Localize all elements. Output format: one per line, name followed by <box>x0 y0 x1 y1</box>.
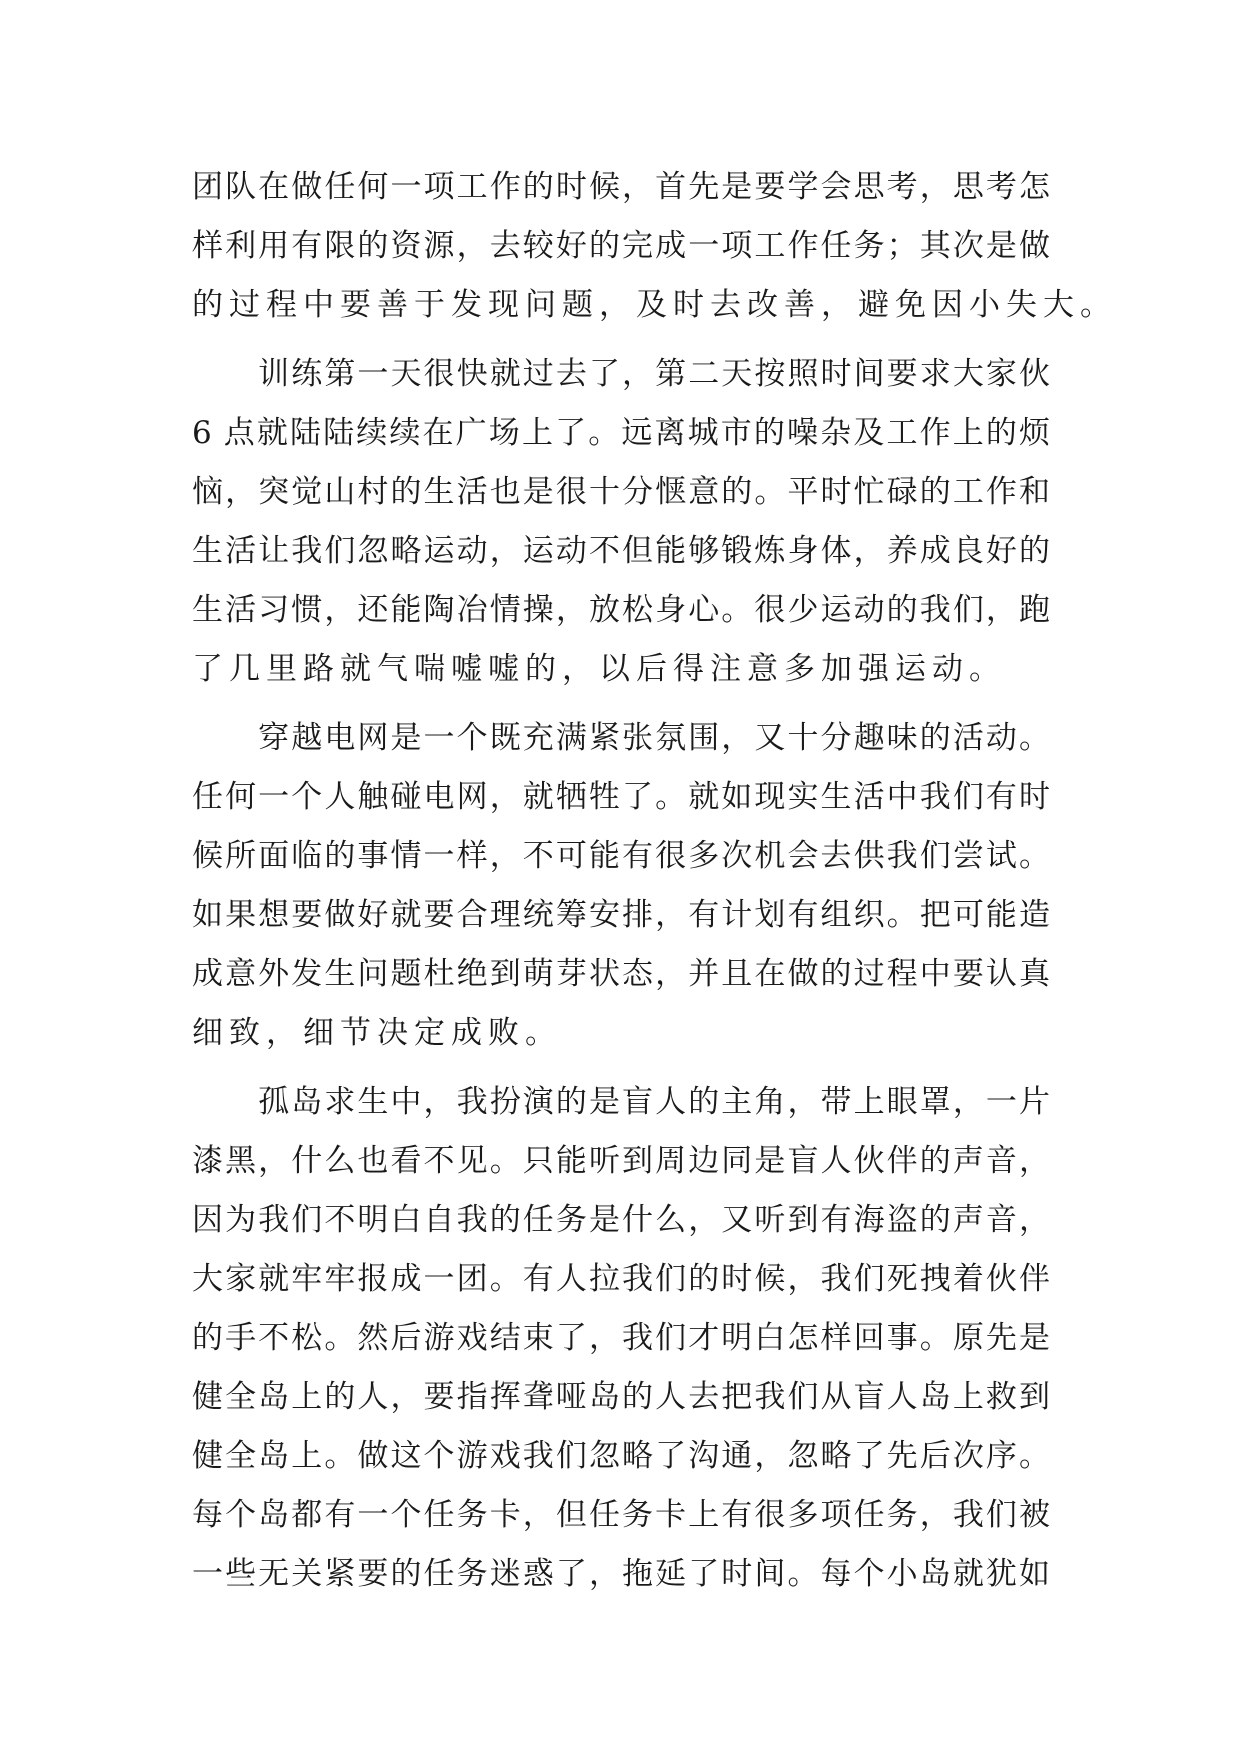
text-line: 如果想要做好就要合理统筹安排，有计划有组织。把可能造 <box>192 897 1050 933</box>
paragraph <box>192 709 1050 1063</box>
text-line: 穿越电网是一个既充满紧张氛围，又十分趣味的活动。 <box>192 720 1050 756</box>
text-line: 生活让我们忽略运动，运动不但能够锻炼身体，养成良好的 <box>192 533 1050 569</box>
text-line: 健全岛上。做这个游戏我们忽略了沟通，忽略了先后次序。 <box>192 1438 1050 1474</box>
text-line: 候所面临的事情一样，不可能有很多次机会去供我们尝试。 <box>192 838 1050 874</box>
text-line: 生活习惯，还能陶冶情操，放松身心。很少运动的我们，跑 <box>192 592 1050 628</box>
text-line: 的手不松。然后游戏结束了，我们才明白怎样回事。原先是 <box>192 1320 1050 1356</box>
text-line: 大家就牢牢报成一团。有人拉我们的时候，我们死拽着伙伴 <box>192 1261 1050 1297</box>
paragraph <box>192 1073 1050 1604</box>
text-line: 一些无关紧要的任务迷惑了，拖延了时间。每个小岛就犹如 <box>192 1556 1050 1592</box>
text-line: 任何一个人触碰电网，就牺牲了。就如现实生活中我们有时 <box>192 779 1050 815</box>
document-body <box>192 158 1117 1604</box>
text-line: 恼，突觉山村的生活也是很十分惬意的。平时忙碌的工作和 <box>192 474 1050 510</box>
text-line: 了几里路就气喘嘘嘘的，以后得注意多加强运动。 <box>192 651 1006 687</box>
text-line: 每个岛都有一个任务卡，但任务卡上有很多项任务，我们被 <box>192 1497 1050 1533</box>
text-line: 训练第一天很快就过去了，第二天按照时间要求大家伙 <box>192 356 1050 392</box>
text-line: 成意外发生问题杜绝到萌芽状态，并且在做的过程中要认真 <box>192 956 1050 992</box>
text-line: 团队在做任何一项工作的时候，首先是要学会思考，思考怎 <box>192 169 1050 205</box>
text-line: 6 点就陆陆续续在广场上了。远离城市的噪杂及工作上的烦 <box>192 415 1050 451</box>
text-line: 因为我们不明白自我的任务是什么，又听到有海盗的声音， <box>192 1202 1050 1238</box>
text-line: 细致，细节决定成败。 <box>192 1015 562 1051</box>
text-line: 孤岛求生中，我扮演的是盲人的主角，带上眼罩，一片 <box>192 1084 1050 1120</box>
text-line: 的过程中要善于发现问题，及时去改善，避免因小失大。 <box>192 287 1117 323</box>
text-line: 样利用有限的资源，去较好的完成一项工作任务；其次是做 <box>192 228 1050 264</box>
text-line: 漆黑，什么也看不见。只能听到周边同是盲人伙伴的声音， <box>192 1143 1050 1179</box>
paragraph <box>192 158 1117 335</box>
text-line: 健全岛上的人，要指挥聋哑岛的人去把我们从盲人岛上救到 <box>192 1379 1050 1415</box>
paragraph <box>192 345 1050 699</box>
